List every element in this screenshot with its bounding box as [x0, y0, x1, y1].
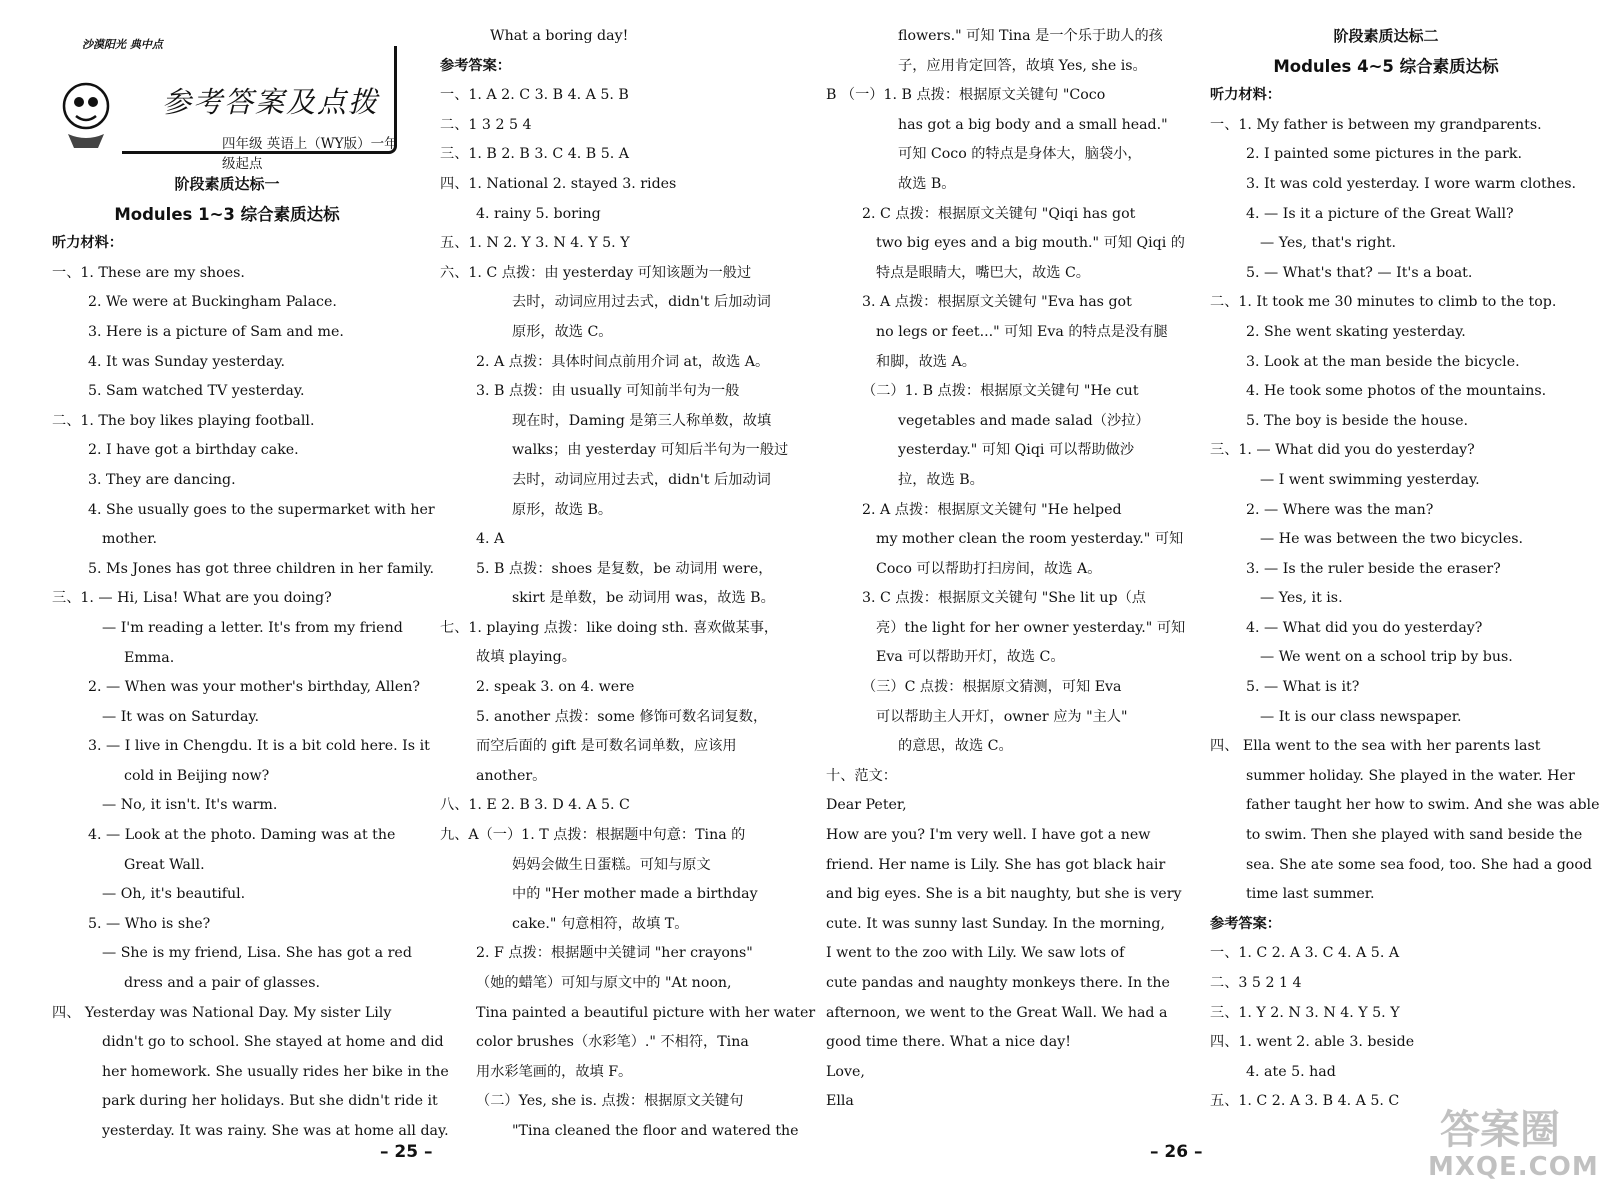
text-line: 二、1. It took me 30 minutes to climb to the top. [1210, 294, 1557, 311]
text-line: vegetables and made salad（沙拉） [898, 412, 1150, 429]
page-number-right: – 26 – [1150, 1142, 1203, 1162]
text-line: 参考答案： [1210, 915, 1281, 932]
text-line: 一、1. A 2. C 3. B 4. A 5. B [440, 87, 629, 104]
text-line: 特点是眼睛大，嘴巴大，故选 C。 [876, 264, 1090, 281]
text-line: Coco 可以帮助打扫房间，故选 A。 [876, 560, 1102, 577]
text-line: 拉，故选 B。 [898, 471, 984, 488]
text-line: — Yes, that's right. [1260, 235, 1396, 252]
text-line: （三）C 点拨：根据原文猜测，可知 Eva [862, 679, 1122, 696]
text-line: 六、1. C 点拨：由 yesterday 可知该题为一般过 [440, 264, 752, 281]
text-line: 4. — Look at the photo. Daming was at the [88, 827, 396, 844]
text-line: 5. another 点拨：some 修饰可数名词复数， [476, 708, 768, 725]
text-line: B （一）1. B 点拨：根据原文关键句 "Coco [826, 87, 1106, 104]
text-line: 4. He took some photos of the mountains. [1246, 383, 1547, 400]
text-line: afternoon, we went to the Great Wall. We had a [826, 1004, 1168, 1021]
text-line: 四、1. went 2. able 3. beside [1210, 1034, 1415, 1051]
text-line: 听力材料： [1210, 87, 1281, 104]
text-line: 现在时，Daming 是第三人称单数，故填 [512, 412, 772, 429]
text-line: — It was on Saturday. [102, 708, 260, 725]
text-line: 四、 Yesterday was National Day. My sister Lily [52, 1004, 392, 1021]
text-line: mother. [102, 531, 157, 548]
text-line: Emma. [124, 649, 175, 666]
text-line: 听力材料： [52, 235, 123, 252]
series-logo: 沙漠阳光 典中点 [82, 38, 163, 51]
text-line: 4. rainy 5. boring [476, 205, 601, 222]
text-line: yesterday." 可知 Qiqi 可以帮助做沙 [898, 442, 1135, 459]
text-line: 用水彩笔画的，故填 F。 [476, 1063, 633, 1080]
text-line: Dear Peter, [826, 797, 907, 814]
text-line: sea. She ate some sea food, too. She had a good [1246, 856, 1592, 873]
text-line: — He was between the two bicycles. [1260, 531, 1524, 548]
section-heading: 阶段素质达标一 [174, 175, 280, 193]
text-line: 去时，动词应用过去式，didn't 后加动词 [512, 471, 771, 488]
page-number-left: – 25 – [380, 1142, 433, 1162]
text-line: 可以帮助主人开灯，owner 应为 "主人" [876, 708, 1128, 725]
text-line: 和脚，故选 A。 [876, 353, 976, 370]
text-line: summer holiday. She played in the water. Her [1246, 767, 1575, 784]
text-line: 2. A 点拨：根据原文关键句 "He helped [862, 501, 1122, 518]
column-3 [826, 22, 1186, 1117]
text-line: 5. Ms Jones has got three children in her family. [88, 560, 435, 577]
text-line: and big eyes. She is a bit naughty, but she is very [826, 886, 1182, 903]
text-line: cold in Beijing now? [124, 767, 270, 784]
text-line: Ella [826, 1093, 854, 1110]
text-line: park during her holidays. But she didn't ride it [102, 1093, 438, 1110]
text-line: flowers." 可知 Tina 是一个乐于助人的孩 [898, 28, 1163, 44]
text-line: Tina painted a beautiful picture with her water [476, 1004, 816, 1021]
text-line: no legs or feet..." 可知 Eva 的特点是没有腿 [876, 323, 1168, 340]
text-line: friend. Her name is Lily. She has got black hair [826, 856, 1166, 873]
text-line: — Oh, it's beautiful. [102, 886, 246, 903]
text-line: 5. Sam watched TV yesterday. [88, 383, 305, 400]
text-line: Eva 可以帮助开灯，故选 C。 [876, 649, 1065, 666]
text-line: has got a big body and a small head." [898, 116, 1168, 133]
text-line: 一、1. These are my shoes. [52, 264, 245, 281]
section-subheading: Modules 4~5 综合素质达标 [1273, 56, 1499, 76]
text-line: Love, [826, 1063, 865, 1080]
text-line: 二、1. The boy likes playing football. [52, 412, 315, 429]
text-line: 三、1. — What did you do yesterday? [1210, 442, 1475, 459]
text-line: 3. Look at the man beside the bicycle. [1246, 353, 1520, 370]
text-line: 2. speak 3. on 4. were [476, 679, 635, 696]
text-line: 3. A 点拨：根据原文关键句 "Eva has got [862, 294, 1132, 311]
text-line: 2. A 点拨：具体时间点前用介词 at，故选 A。 [476, 353, 770, 370]
text-line: 一、1. C 2. A 3. C 4. A 5. A [1210, 945, 1400, 962]
text-line: didn't go to school. She stayed at home and did [102, 1034, 444, 1051]
column-2 [440, 22, 816, 1147]
banner-subtitle: 四年级 英语上（WY版）一年级起点 [222, 136, 398, 172]
text-line: time last summer. [1246, 886, 1375, 903]
text-line: How are you? I'm very well. I have got a new [826, 827, 1151, 844]
section-subheading: Modules 1~3 综合素质达标 [114, 204, 340, 224]
text-line: 4. It was Sunday yesterday. [88, 353, 286, 370]
text-line: father taught her how to swim. And she was able [1246, 797, 1600, 814]
text-line: walks；由 yesterday 可知后半句为一般过 [512, 442, 789, 459]
text-line: my mother clean the room yesterday." 可知 [876, 531, 1184, 548]
text-line: — I'm reading a letter. It's from my friend [102, 619, 403, 636]
text-line: 4. She usually goes to the supermarket with her [88, 501, 435, 518]
text-line: 2. C 点拨：根据原文关键句 "Qiqi has got [862, 205, 1136, 222]
text-line: 4. — Is it a picture of the Great Wall? [1246, 205, 1514, 222]
watermark-text: 答案圈 [1440, 1107, 1560, 1153]
text-line: — Yes, it is. [1260, 590, 1343, 607]
text-line: cute. It was sunny last Sunday. In the morning, [826, 915, 1165, 932]
watermark-url: MXQE.COM [1428, 1152, 1599, 1182]
text-line: dress and a pair of glasses. [124, 975, 320, 992]
banner-title: 参考答案及点拨 [162, 85, 380, 119]
answer-key-banner [52, 36, 398, 172]
text-line: 3. It was cold yesterday. I wore warm clothes. [1246, 175, 1577, 192]
text-line: 4. ate 5. had [1246, 1063, 1336, 1080]
text-line: 原形，故选 C。 [512, 323, 613, 340]
text-line: 2. I painted some pictures in the park. [1246, 146, 1522, 163]
text-line: 3. They are dancing. [88, 471, 236, 488]
text-line: 四、1. National 2. stayed 3. rides [440, 175, 677, 192]
text-line: yesterday. It was rainy. She was at home all day. [102, 1123, 449, 1139]
text-line: 可知 Coco 的特点是身体大，脑袋小， [898, 146, 1142, 163]
text-line: 5. The boy is beside the house. [1246, 412, 1469, 429]
text-line: 四、 Ella went to the sea with her parents last [1210, 738, 1541, 755]
text-line: — I went swimming yesterday. [1260, 471, 1480, 488]
text-line: cake." 句意相符，故填 T。 [512, 915, 689, 932]
text-line: 5. — Who is she? [88, 915, 211, 932]
text-line: 3. — Is the ruler beside the eraser? [1246, 560, 1501, 577]
text-line: 5. B 点拨：shoes 是复数，be 动词用 were， [476, 560, 773, 577]
text-line: 的意思，故选 C。 [898, 738, 1013, 755]
text-line: two big eyes and a big mouth." 可知 Qiqi 的 [876, 235, 1185, 252]
text-line: （她的蜡笔）可知与原文中的 "At noon, [476, 975, 732, 991]
text-line: 二、1 3 2 5 4 [440, 116, 532, 133]
text-line: 2. She went skating yesterday. [1246, 323, 1466, 340]
text-line: color brushes（水彩笔）." 不相符，Tina [476, 1034, 749, 1051]
text-line: 原形，故选 B。 [512, 501, 613, 518]
text-line: 妈妈会做生日蛋糕。可知与原文 [512, 856, 711, 873]
text-line: 中的 "Her mother made a birthday [512, 886, 758, 903]
text-line: "Tina cleaned the floor and watered the [512, 1122, 799, 1139]
text-line: 八、1. E 2. B 3. D 4. A 5. C [440, 797, 630, 814]
text-line: — She is my friend, Lisa. She has got a red [102, 945, 412, 962]
text-line: 二、3 5 2 1 4 [1210, 975, 1302, 991]
text-line: 三、1. — Hi, Lisa! What are you doing? [52, 590, 332, 607]
text-line: （二）Yes, she is. 点拨：根据原文关键句 [476, 1093, 744, 1110]
text-line: I went to the zoo with Lily. We saw lots of [826, 945, 1125, 962]
text-line: cute pandas and naughty monkeys there. In the [826, 975, 1170, 991]
text-line: 一、1. My father is between my grandparents. [1210, 116, 1542, 133]
column-2-lines [440, 22, 816, 1147]
text-line: — We went on a school trip by bus. [1260, 649, 1513, 666]
text-line: 4. — What did you do yesterday? [1246, 619, 1483, 636]
text-line: 三、1. Y 2. N 3. N 4. Y 5. Y [1210, 1004, 1400, 1021]
text-line: Great Wall. [124, 856, 205, 873]
text-line: 而空后面的 gift 是可数名词单数，应该用 [476, 738, 737, 755]
text-line: 3. B 点拨：由 usually 可知前半句为一般 [476, 383, 740, 400]
text-line: 3. C 点拨：根据原文关键句 "She lit up（点 [862, 590, 1146, 607]
text-line: 五、1. N 2. Y 3. N 4. Y 5. Y [440, 235, 630, 252]
text-line: 七、1. playing 点拨：like doing sth. 喜欢做某事， [440, 619, 779, 636]
text-line: — No, it isn't. It's warm. [102, 797, 278, 814]
watermark-logo [1414, 1098, 1599, 1192]
text-line: 5. — What's that? — It's a boat. [1246, 264, 1473, 281]
text-line: her homework. She usually rides her bike in the [102, 1063, 449, 1080]
text-line: 故填 playing。 [476, 649, 576, 666]
text-line: skirt 是单数，be 动词用 was，故选 B。 [512, 590, 775, 607]
text-line: to swim. Then she played with sand beside the [1246, 827, 1583, 844]
mascot-illustration [58, 76, 114, 150]
text-line: 三、1. B 2. B 3. C 4. B 5. A [440, 146, 630, 163]
text-line: 5. — What is it? [1246, 679, 1360, 696]
text-line: 2. We were at Buckingham Palace. [88, 294, 337, 311]
text-line: 3. Here is a picture of Sam and me. [88, 323, 344, 340]
text-line: 参考答案： [440, 57, 511, 74]
text-line: 2. — Where was the man? [1246, 501, 1434, 518]
text-line: （二）1. B 点拨：根据原文关键句 "He cut [862, 383, 1139, 400]
column-3-lines [826, 22, 1186, 1117]
column-1-lines [52, 229, 449, 1146]
text-line: 3. — I live in Chengdu. It is a bit cold here. Is it [88, 738, 430, 755]
text-line: What a boring day! [490, 28, 629, 44]
text-line: 2. F 点拨：根据题中关键词 "her crayons" [476, 945, 753, 962]
text-line: 2. I have got a birthday cake. [88, 442, 299, 459]
text-line: 子，应用肯定回答，故填 Yes, she is。 [898, 57, 1147, 74]
text-line: 十、范文： [826, 767, 897, 784]
column-4 [1210, 22, 1600, 1117]
column-4-lines [1210, 81, 1600, 1117]
column-1 [52, 170, 449, 1147]
text-line: 九、A（一）1. T 点拨：根据题中句意：Tina 的 [440, 827, 746, 844]
text-line: — It is our class newspaper. [1260, 708, 1462, 725]
text-line: good time there. What a nice day! [826, 1034, 1071, 1051]
text-line: 五、1. C 2. A 3. B 4. A 5. C [1210, 1093, 1400, 1110]
text-line: 2. — When was your mother's birthday, Allen? [88, 679, 420, 696]
text-line: 亮）the light for her owner yesterday." 可知 [876, 619, 1186, 636]
text-line: 去时，动词应用过去式，didn't 后加动词 [512, 294, 771, 311]
text-line: 故选 B。 [898, 175, 956, 192]
text-line: 4. A [476, 531, 505, 548]
section-heading: 阶段素质达标二 [1333, 27, 1439, 45]
text-line: another。 [476, 767, 547, 784]
